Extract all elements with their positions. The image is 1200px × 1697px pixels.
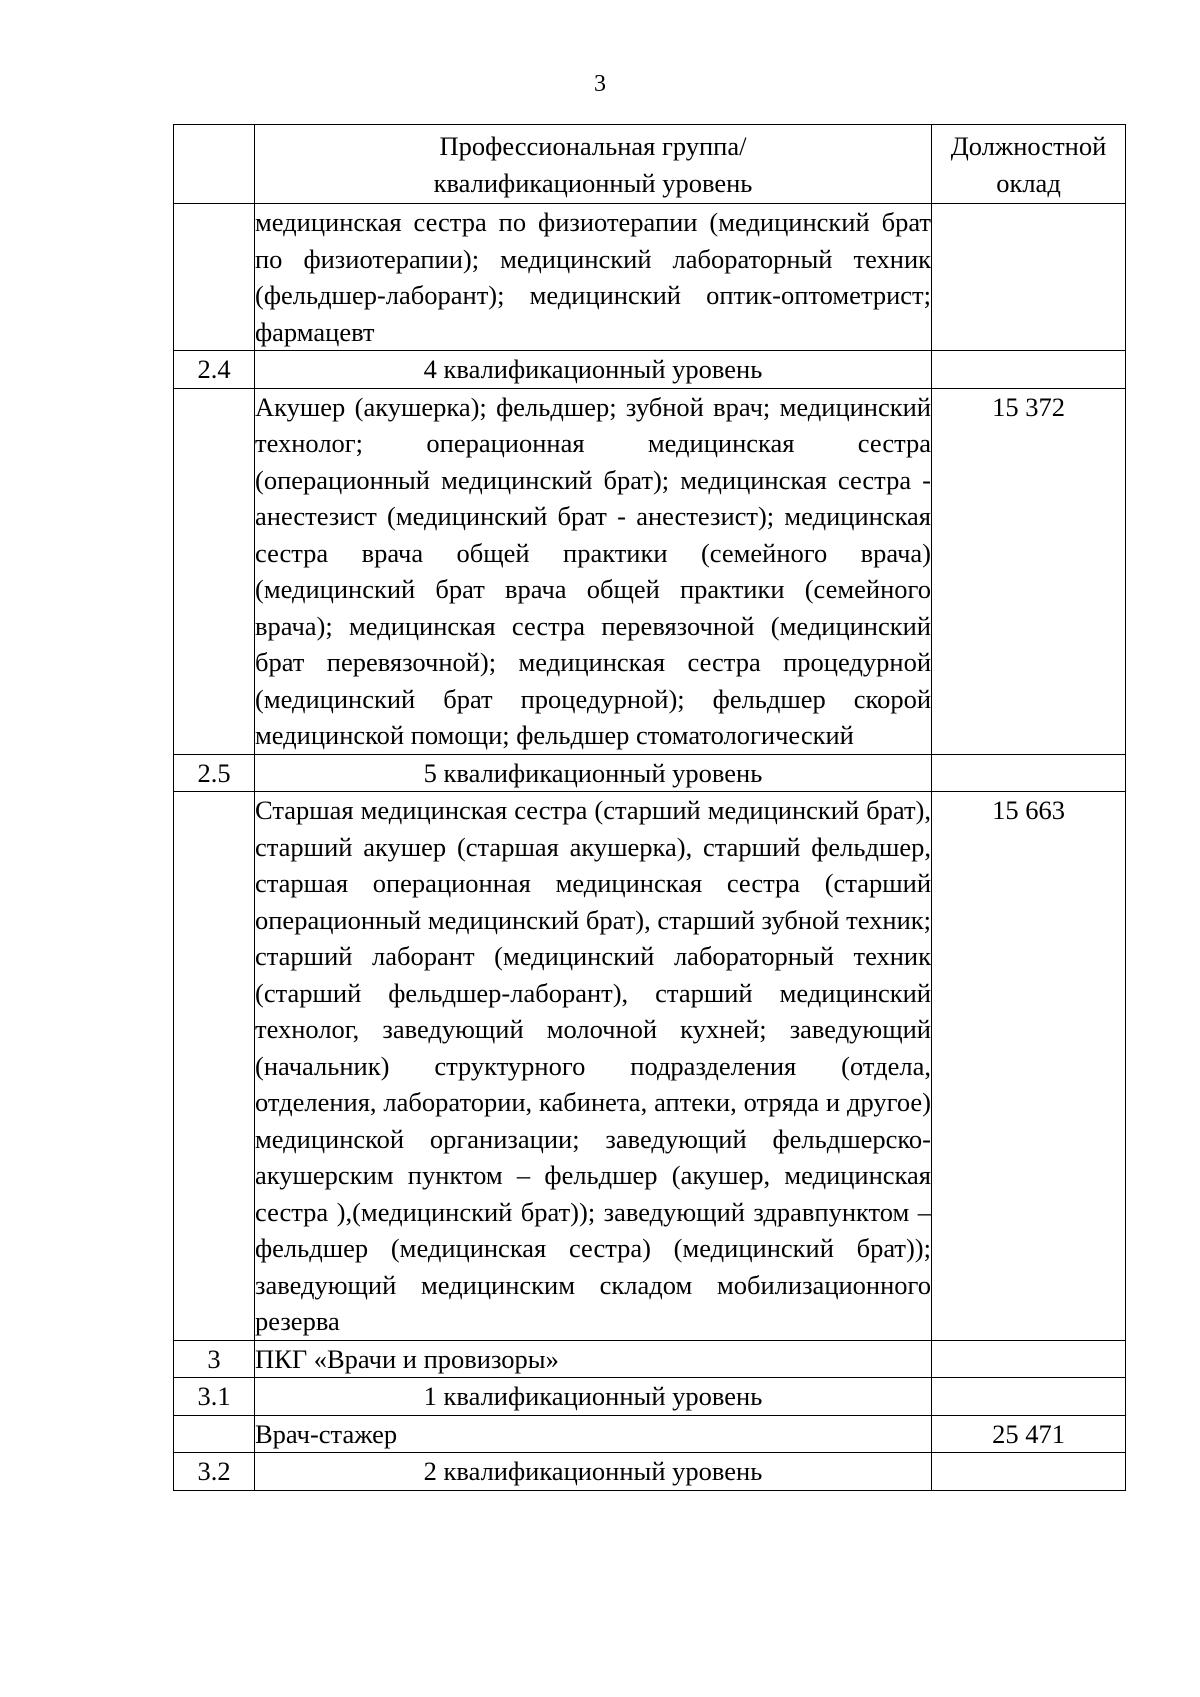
row-level: 1 квалификационный уровень	[255, 1378, 932, 1416]
header-salary-line1: Должностной	[950, 131, 1107, 161]
table-row	[174, 792, 1126, 1341]
table-row	[174, 388, 1126, 754]
table-row	[174, 351, 1126, 389]
row-level: 4 квалификационный уровень	[255, 351, 932, 389]
page-number: 3	[594, 71, 606, 97]
row-text: Акушер (акушерка); фельдшер; зубной врач; медицинский технолог; операционная медицинская сестра (операционный медицинский брат); медицинская сестра - анестезист (медицинский брат - анестезист); медицинская сестра врача общей практики (семейного врача) (медицинский брат врача общей практики (семейного врача); медицинская сестра перевязочной (медицинский брат перевязочной); медицинская сестра процедурной (медицинский брат процедурной); фельдшер скорой медицинской помощи; фельдшер стоматологический	[255, 388, 932, 754]
row-num: 3.2	[174, 1453, 255, 1491]
table-row	[174, 1340, 1126, 1378]
row-num	[174, 792, 255, 1341]
header-salary-cell	[932, 125, 1126, 204]
table-row	[174, 754, 1126, 792]
salary-table	[173, 124, 1126, 1491]
row-text: Врач-стажер	[255, 1415, 932, 1453]
row-salary	[932, 351, 1126, 389]
table-header-row	[174, 125, 1126, 204]
row-salary	[932, 204, 1126, 351]
row-num	[174, 204, 255, 351]
row-salary	[932, 1453, 1126, 1491]
row-salary	[932, 1340, 1126, 1378]
row-num: 3	[174, 1340, 255, 1378]
table-row	[174, 1378, 1126, 1416]
row-num	[174, 388, 255, 754]
row-salary: 15 663	[932, 792, 1126, 1341]
table-row	[174, 1453, 1126, 1491]
header-salary-line2: оклад	[996, 167, 1061, 198]
row-num: 2.5	[174, 754, 255, 792]
header-num-cell	[174, 125, 255, 204]
row-num	[174, 1415, 255, 1453]
row-text: медицинская сестра по физиотерапии (медицинский брат по физиотерапии); медицинский лабораторный техник (фельдшер-лаборант); медицинский оптик-оптометрист; фармацевт	[255, 204, 932, 351]
header-group-cell	[255, 125, 932, 204]
table-row	[174, 204, 1126, 351]
row-salary	[932, 1378, 1126, 1416]
row-salary	[932, 754, 1126, 792]
row-group-title: ПКГ «Врачи и провизоры»	[255, 1340, 932, 1378]
row-text: Старшая медицинская сестра (старший медицинский брат), старший акушер (старшая акушерка), старший фельдшер, старшая операционная медицинская сестра (старший операционный медицинский брат), старший зубной техник; старший лаборант (медицинский лабораторный техник (старший фельдшер-лаборант), старший медицинский технолог, заведующий молочной кухней; заведующий (начальник) структурного подразделения (отдела, отделения, лаборатории, кабинета, аптеки, отряда и другое) медицинской организации; заведующий фельдшерско-акушерским пунктом – фельдшер (акушер, медицинская сестра ),(медицинский брат)); заведующий здравпунктом – фельдшер (медицинская сестра) (медицинский брат)); заведующий медицинским складом мобилизационного резерва	[255, 792, 932, 1341]
row-level: 2 квалификационный уровень	[255, 1453, 932, 1491]
row-salary: 25 471	[932, 1415, 1126, 1453]
row-num: 3.1	[174, 1378, 255, 1416]
row-salary: 15 372	[932, 388, 1126, 754]
header-group-line2: квалификационный уровень	[433, 167, 753, 198]
table-row	[174, 1415, 1126, 1453]
row-num: 2.4	[174, 351, 255, 389]
row-level: 5 квалификационный уровень	[255, 754, 932, 792]
header-group-line1: Профессиональная группа/	[439, 131, 747, 161]
